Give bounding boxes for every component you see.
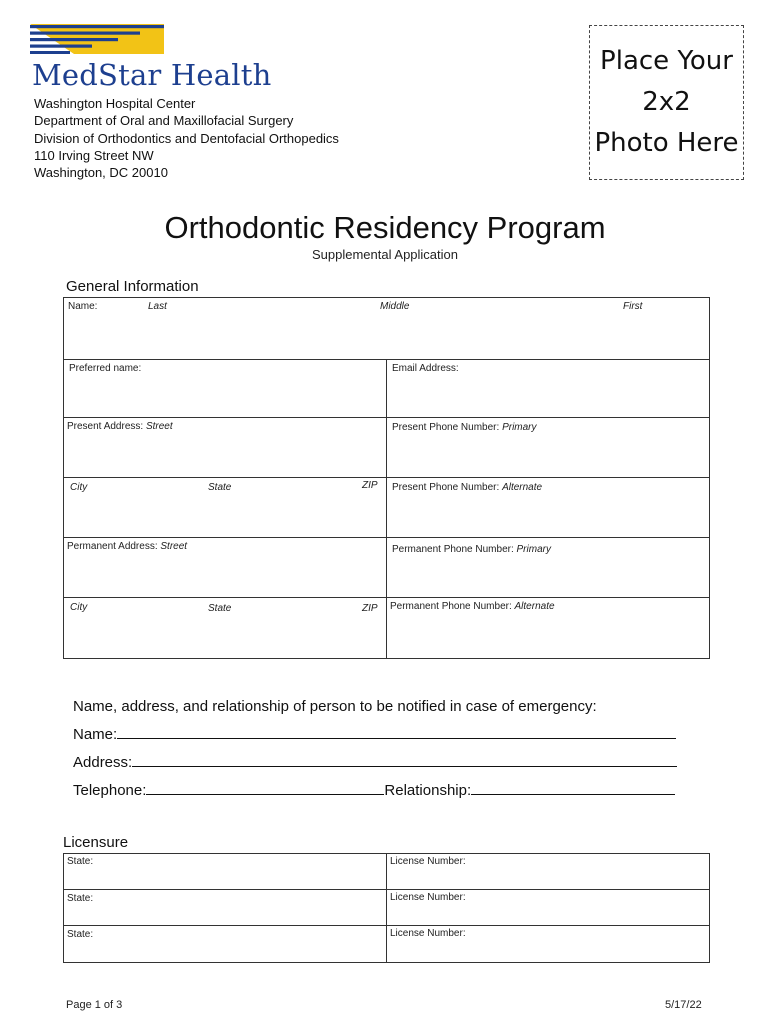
emergency-address-label: Address: [73,754,133,771]
license-state-field[interactable] [64,890,387,926]
address-line: Washington, DC 20010 [34,165,168,181]
medstar-logo-icon [30,24,164,54]
zip-label: ZIP [362,480,378,491]
license-number-field[interactable] [387,854,709,890]
present-phone-primary-label: Present Phone Number: Primary [392,422,537,433]
page-title: Orthodontic Residency Program [164,210,606,245]
email-label: Email Address: [392,363,459,374]
city-label: City [70,482,88,493]
emergency-address-line[interactable] [132,751,677,767]
preferred-name-label: Preferred name: [69,363,142,374]
city-label: City [70,602,88,613]
permanent-phone-primary-field[interactable] [387,538,709,598]
last-name-label: Last [148,301,167,312]
permanent-address-label: Permanent Address: Street [67,541,188,552]
license-number-label: License Number: [390,928,466,939]
logo-wordmark: MedStar Health [32,58,272,92]
license-state-field[interactable] [64,854,387,890]
institution-address [34,95,339,181]
emergency-telephone-label: Telephone: [73,782,147,799]
permanent-phone-primary-label: Permanent Phone Number: Primary [392,544,551,555]
zip-label: ZIP [362,603,378,614]
present-address-label: Present Address: Street [67,421,173,432]
name-field[interactable] [64,298,709,360]
emergency-name-label: Name: [73,726,118,743]
present-phone-alternate-field[interactable] [387,478,709,538]
preferred-name-field[interactable] [64,360,387,418]
first-name-label: First [623,301,643,312]
address-line: Division of Orthodontics and Dentofacial Orthopedics [34,130,339,146]
license-state-field[interactable] [64,926,387,962]
permanent-city-state-zip-field[interactable] [64,598,387,658]
emergency-relationship-label: Relationship: [384,782,472,799]
license-state-label: State: [67,929,94,940]
license-number-field[interactable] [387,890,709,926]
present-city-state-zip-field[interactable] [64,478,387,538]
middle-name-label: Middle [380,301,410,312]
page-subtitle: Supplemental Application [312,247,458,262]
state-label: State [208,482,232,493]
page-number: Page 1 of 3 [66,999,123,1011]
emergency-telephone-line[interactable] [146,779,384,795]
general-information-heading: General Information [66,278,199,295]
photo-placeholder[interactable] [589,25,744,180]
present-phone-alternate-label: Present Phone Number: Alternate [392,482,543,493]
present-street-field[interactable] [64,418,387,478]
name-label: Name: [68,301,98,312]
licensure-heading: Licensure [63,834,129,851]
licensure-table [63,853,710,963]
present-phone-primary-field[interactable] [387,418,709,478]
permanent-phone-alternate-label: Permanent Phone Number: Alternate [390,601,555,612]
revision-date: 5/17/22 [665,999,702,1011]
license-number-label: License Number: [390,892,466,903]
photo-text: Place Your [600,46,733,76]
license-state-label: State: [67,893,94,904]
emergency-prompt: Name, address, and relationship of person to be notified in case of emergency: [73,698,597,715]
license-state-label: State: [67,856,94,867]
emergency-contact-section [73,693,677,805]
photo-text: Photo Here [594,128,739,158]
photo-text: 2x2 [642,87,691,117]
emergency-name-line[interactable] [117,723,676,739]
address-line: 110 Irving Street NW [34,147,154,163]
state-label: State [208,603,232,614]
permanent-street-field[interactable] [64,538,387,598]
general-information-table [63,297,710,659]
license-number-field[interactable] [387,926,709,962]
license-number-label: License Number: [390,856,466,867]
emergency-relationship-line[interactable] [471,779,675,795]
email-field[interactable] [387,360,709,418]
address-line: Washington Hospital Center [34,96,196,111]
permanent-phone-alternate-field[interactable] [387,598,709,658]
medstar-logo [30,24,280,94]
address-line: Department of Oral and Maxillofacial Surgery [34,113,294,129]
